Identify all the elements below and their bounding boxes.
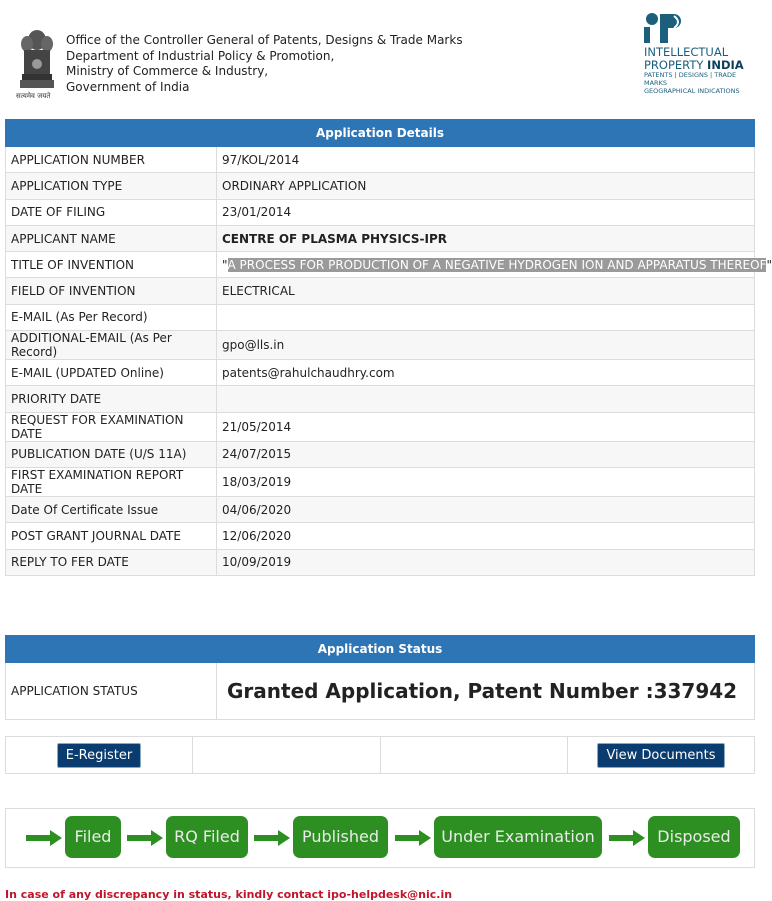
detail-value: patents@rahulchaudhry.com (217, 360, 755, 386)
step-under-examination: Under Examination (434, 816, 602, 858)
detail-row (6, 386, 755, 412)
application-details-heading: Application Details (6, 120, 755, 147)
detail-label: REQUEST FOR EXAMINATION DATE (6, 412, 217, 441)
ip-india-logo-text (644, 46, 760, 95)
detail-row (6, 331, 755, 360)
detail-label: FIELD OF INVENTION (6, 278, 217, 304)
detail-label: APPLICANT NAME (6, 225, 217, 251)
detail-value: 10/09/2019 (217, 549, 755, 575)
detail-value-cell: "A PROCESS FOR PRODUCTION OF A NEGATIVE HYDROGEN ION AND APPARATUS THEREOF" (217, 252, 755, 278)
detail-value (217, 304, 755, 330)
status-value: Granted Application, Patent Number :337942 (227, 679, 738, 703)
org-line: Office of the Controller General of Patents, Designs & Trade Marks (66, 33, 463, 47)
detail-row (6, 304, 755, 330)
ipi-line3: PATENTS | DESIGNS | TRADE MARKS (644, 71, 737, 87)
detail-label: TITLE OF INVENTION (6, 252, 217, 278)
detail-value: 12/06/2020 (217, 523, 755, 549)
detail-label: PRIORITY DATE (6, 386, 217, 412)
detail-value: 21/05/2014 (217, 412, 755, 441)
view-documents-button[interactable]: View Documents (597, 743, 724, 768)
detail-row (6, 549, 755, 575)
detail-value-cell (217, 225, 755, 251)
detail-value: ORDINARY APPLICATION (217, 173, 755, 199)
detail-label: POST GRANT JOURNAL DATE (6, 523, 217, 549)
detail-label: REPLY TO FER DATE (6, 549, 217, 575)
status-progress-track (5, 808, 755, 868)
application-status-heading: Application Status (6, 636, 755, 663)
org-line: Government of India (66, 79, 190, 94)
detail-label: FIRST EXAMINATION REPORT DATE (6, 467, 217, 496)
detail-row (6, 496, 755, 522)
step-rq-filed: RQ Filed (166, 816, 248, 858)
detail-label: E-MAIL (UPDATED Online) (6, 360, 217, 386)
detail-value: 18/03/2019 (217, 467, 755, 496)
detail-label: APPLICATION NUMBER (6, 147, 217, 173)
arrow-right-icon (395, 830, 431, 846)
emblem-motto: सत्यमेव जयते (16, 92, 51, 100)
detail-value: 24/07/2015 (217, 441, 755, 467)
org-line: Department of Industrial Policy & Promotion, (66, 48, 335, 63)
detail-value: CENTRE OF PLASMA PHYSICS-IPR (222, 231, 447, 246)
action-button-row (5, 736, 755, 774)
detail-value: 04/06/2020 (217, 496, 755, 522)
detail-value: A PROCESS FOR PRODUCTION OF A NEGATIVE HYDROGEN ION AND APPARATUS THEREOF (227, 257, 767, 272)
step-disposed: Disposed (648, 816, 740, 858)
detail-label: ADDITIONAL-EMAIL (As Per Record) (6, 331, 217, 360)
detail-row (6, 278, 755, 304)
application-details-table (5, 119, 772, 576)
application-status-table (5, 635, 755, 720)
detail-row (6, 147, 755, 173)
arrow-right-icon (609, 830, 645, 846)
detail-row (6, 199, 755, 225)
e-register-button[interactable]: E-Register (57, 743, 141, 768)
ipi-line1: INTELLECTUAL (644, 45, 729, 59)
detail-label: DATE OF FILING (6, 199, 217, 225)
detail-row (6, 523, 755, 549)
detail-label: PUBLICATION DATE (U/S 11A) (6, 441, 217, 467)
ipi-line4: GEOGRAPHICAL INDICATIONS (644, 87, 740, 95)
detail-row (6, 252, 755, 278)
detail-label: E-MAIL (As Per Record) (6, 304, 217, 330)
detail-value (217, 386, 755, 412)
detail-row (6, 412, 755, 441)
arrow-right-icon (254, 830, 290, 846)
ipi-line2a: PROPERTY (644, 57, 708, 72)
arrow-right-icon (127, 830, 163, 846)
org-line: Ministry of Commerce & Industry, (66, 64, 269, 78)
detail-label: Date Of Certificate Issue (6, 496, 217, 522)
step-filed: Filed (65, 816, 121, 858)
detail-row (6, 225, 755, 251)
status-label: APPLICATION STATUS (6, 663, 217, 720)
detail-value: ELECTRICAL (217, 278, 755, 304)
detail-value: 23/01/2014 (217, 199, 755, 225)
step-published: Published (293, 816, 388, 858)
detail-row (6, 360, 755, 386)
detail-row (6, 467, 755, 496)
detail-value: 97/KOL/2014 (217, 147, 755, 173)
helpdesk-note: In case of any discrepancy in status, kindly contact ipo-helpdesk@nic.in (5, 888, 453, 901)
ipi-line2b: INDIA (707, 57, 744, 72)
organization-name (66, 33, 463, 95)
detail-row (6, 441, 755, 467)
detail-label: APPLICATION TYPE (6, 173, 217, 199)
detail-value: gpo@lls.in (217, 331, 755, 360)
detail-row (6, 173, 755, 199)
arrow-right-icon (26, 830, 62, 846)
page-header (0, 0, 760, 115)
